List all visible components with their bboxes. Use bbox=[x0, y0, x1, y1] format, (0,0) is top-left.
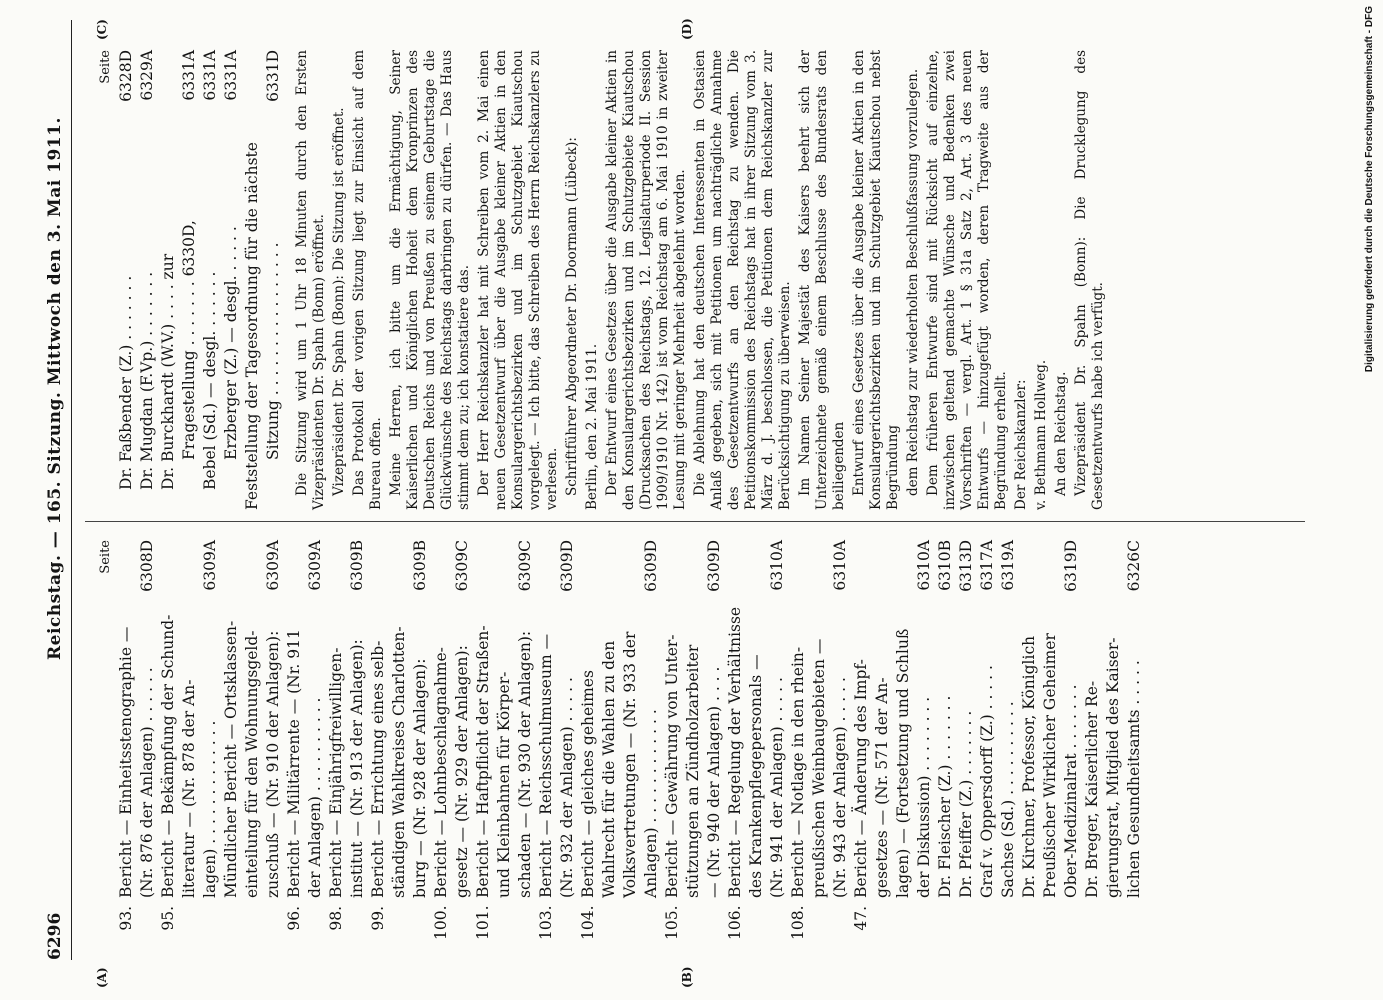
index-row bbox=[263, 540, 284, 940]
index-row bbox=[809, 540, 830, 940]
index-row bbox=[851, 540, 872, 940]
index-list bbox=[116, 540, 1145, 940]
index-row bbox=[221, 50, 242, 510]
index-row bbox=[599, 540, 620, 940]
index-row bbox=[746, 540, 767, 940]
item-text: Volksvertretungen — (Nr. 933 der bbox=[621, 631, 639, 898]
index-row bbox=[179, 540, 200, 940]
page-reference: 6310A bbox=[831, 540, 849, 591]
dfg-watermark bbox=[1361, 6, 1379, 998]
item-text: lagen) . . . . . . . . . . . . . bbox=[201, 720, 219, 898]
index-row bbox=[179, 50, 200, 510]
page-reference: 6329A bbox=[138, 50, 156, 101]
column-divider bbox=[85, 521, 1305, 522]
item-text: ständigen Wahlkreises Charlotten- bbox=[390, 626, 408, 898]
page-reference: 6313D bbox=[957, 540, 975, 592]
index-row bbox=[578, 540, 599, 940]
index-row bbox=[557, 540, 578, 940]
index-row bbox=[368, 540, 389, 940]
item-text: Wahlrecht für die Wahlen zu den bbox=[600, 640, 618, 898]
index-row bbox=[1040, 540, 1061, 940]
index-row bbox=[641, 540, 662, 940]
item-number: 98. bbox=[327, 906, 345, 931]
item-text: Dr. Pfeiffer (Z.) . . . . . . . bbox=[957, 710, 975, 898]
index-row bbox=[221, 540, 242, 940]
item-text: Bericht — Einjährigfreiwilligen- bbox=[327, 647, 345, 898]
index-row bbox=[410, 540, 431, 940]
index-row bbox=[1082, 540, 1103, 940]
index-row bbox=[347, 540, 368, 940]
index-row bbox=[284, 540, 305, 940]
index-row bbox=[305, 540, 326, 940]
page-reference: 6326C bbox=[1125, 540, 1143, 592]
item-number: 104. bbox=[579, 905, 597, 940]
index-row bbox=[872, 540, 893, 940]
item-text: Bericht — gleiches geheimes bbox=[579, 670, 597, 898]
page-reference: 6309B bbox=[348, 540, 366, 591]
index-row bbox=[515, 540, 536, 940]
item-text: Anlagen) . . . . . . . . . . . . bbox=[642, 709, 660, 898]
page-reference: 6309A bbox=[306, 540, 324, 591]
item-text: stützungen an Zündholzarbeiter bbox=[684, 644, 702, 898]
item-text: Sitzung . . . . . . . . . . . . . . . . bbox=[264, 242, 282, 460]
paragraph: Im Namen Seiner Majestät des Kaisers beehrt sich der Unterzeichnete gemäß einem Beschlusse des Bundesrats den beiliegenden bbox=[797, 50, 847, 510]
index-row bbox=[137, 50, 158, 510]
page-reference: 6308D bbox=[138, 540, 156, 592]
item-text: lichen Gesundheitsamts . . . . . bbox=[1125, 660, 1143, 898]
index-row bbox=[1103, 540, 1124, 940]
index-row bbox=[683, 540, 704, 940]
item-text: einteilung für den Wohnungsgeld- bbox=[243, 630, 261, 898]
page-header bbox=[45, 40, 75, 960]
index-row bbox=[242, 50, 263, 510]
paragraph: Entwurf eines Gesetzes über die Ausgabe kleiner Aktien in den Konsulargerichtsbezirken und im Schutzgebiet Kiautschou nebst Begründung bbox=[851, 50, 901, 510]
index-row bbox=[725, 540, 746, 940]
item-text: Erzberger (Z.) — desgl. . . . . . bbox=[222, 226, 240, 460]
item-text: Bericht — Einheitsstenographie — bbox=[117, 626, 135, 898]
item-text: zuschuß — (Nr. 910 der Anlagen): bbox=[264, 630, 282, 898]
item-text: gesetzes — (Nr. 571 der An- bbox=[873, 677, 891, 898]
index-row bbox=[956, 540, 977, 940]
item-text: schaden — (Nr. 930 der Anlagen): bbox=[516, 630, 534, 898]
item-text: burg — (Nr. 928 der Anlagen): bbox=[411, 658, 429, 898]
paragraph: Dem früheren Entwurfe sind mit Rücksicht auf einzelne, inzwischen geltend gemachte Wünsche und Bedenken zwei Vorschriften — vergl. Art. 1 § 31a Satz 2, Art. 3 des neuen Entwurfs — hinzugefügt worden, deren Tragweite aus der Begründung erhellt. bbox=[925, 50, 1009, 510]
item-text: Dr. Burckhardt (W.V.) . . . . zur bbox=[159, 253, 177, 490]
index-row bbox=[452, 540, 473, 940]
page-reference: 6331A bbox=[201, 50, 219, 101]
item-text: der Anlagen) . . . . . . . . . . bbox=[306, 697, 324, 898]
header-rule bbox=[71, 20, 72, 960]
paragraph: dem Reichstag zur wiederholten Beschlußfassung vorzulegen. bbox=[905, 68, 921, 496]
item-text: (Nr. 876 der Anlagen) . . . . . . bbox=[138, 667, 156, 898]
index-row bbox=[431, 540, 452, 940]
item-text: Bericht — Regelung der Verhältnisse bbox=[726, 606, 744, 898]
index-row bbox=[1061, 540, 1082, 940]
item-text: Graf v. Oppersdorff (Z.) . . . . . bbox=[978, 665, 996, 898]
index-row bbox=[116, 50, 137, 510]
index-row bbox=[137, 540, 158, 940]
item-text: (Nr. 932 der Anlagen) . . . . . bbox=[558, 677, 576, 898]
page-reference: 6309A bbox=[201, 540, 219, 591]
paragraph: Schriftführer Abgeordneter Dr. Doormann (Lübeck): bbox=[564, 137, 580, 496]
page-reference: 6319D bbox=[1062, 540, 1080, 592]
index-row bbox=[494, 540, 515, 940]
paragraph: Das Protokoll der vorigen Sitzung liegt zur Einsicht auf dem Bureau offen. bbox=[351, 50, 384, 510]
item-text: Bericht — Errichtung eines selb- bbox=[369, 640, 387, 898]
page-reference: 6331A bbox=[180, 50, 198, 101]
paragraph: Der Reichskanzler: bbox=[1013, 379, 1029, 510]
index-row bbox=[998, 540, 1019, 940]
item-number: 96. bbox=[285, 906, 303, 931]
index-row bbox=[1124, 540, 1145, 940]
paragraph: v. Bethmann Hollweg. bbox=[1033, 359, 1049, 510]
paragraph: Vizepräsident Dr. Spahn (Bonn): Die Sitzung ist eröffnet. bbox=[331, 107, 347, 496]
item-text: Ober-Medizinalrat . . . . . . . bbox=[1062, 684, 1080, 898]
index-row bbox=[1019, 540, 1040, 940]
item-number: 105. bbox=[663, 905, 681, 940]
index-row bbox=[977, 540, 998, 940]
item-text: Bericht — Gewährung von Unter- bbox=[663, 634, 681, 898]
item-text: Dr. Fleischer (Z.) . . . . . . . bbox=[936, 695, 954, 898]
page-reference: 6319A bbox=[999, 540, 1017, 591]
item-text: (Nr. 943 der Anlagen) . . . . . bbox=[831, 677, 849, 898]
page-reference: 6309D bbox=[558, 540, 576, 592]
item-number: 108. bbox=[789, 905, 807, 940]
index-list bbox=[116, 50, 284, 510]
page-reference: 6309C bbox=[453, 540, 471, 592]
index-row bbox=[788, 540, 809, 940]
page-reference: 6309A bbox=[264, 540, 282, 591]
item-text: (Nr. 941 der Anlagen) . . . . . bbox=[768, 677, 786, 898]
page-reference: 6309D bbox=[705, 540, 723, 592]
paragraph: Die Sitzung wird um 1 Uhr 18 Minuten durch den Ersten Vizepräsidenten Dr. Spahn (Bonn) eröffnet. bbox=[294, 50, 327, 510]
margin-mark-b: (B) bbox=[680, 966, 694, 988]
item-text: Sachse (Sd.) . . . . . . . . . . bbox=[999, 701, 1017, 898]
page-number: 6296 bbox=[45, 912, 65, 960]
index-row bbox=[914, 540, 935, 940]
item-text: preußischen Weinbaugebieten — bbox=[810, 638, 828, 898]
item-text: gierungsrat, Mitglied des Kaiser- bbox=[1104, 637, 1122, 898]
dfg-watermark-text: Digitalisierung gefördert durch die Deutsche Forschungsgemeinschaft - DFG bbox=[1364, 6, 1375, 373]
index-row bbox=[263, 50, 284, 510]
index-row bbox=[893, 540, 914, 940]
index-row bbox=[326, 540, 347, 940]
seite-label: Seite bbox=[98, 540, 113, 574]
item-text: der Diskussion) . . . . . . . . bbox=[915, 696, 933, 898]
item-number: 93. bbox=[117, 906, 135, 931]
seite-label: Seite bbox=[98, 50, 113, 84]
item-number: 95. bbox=[159, 906, 177, 931]
page-reference: 6317A bbox=[978, 540, 996, 591]
item-text: Dr. Mugdan (F.Vp.) . . . . . . . bbox=[138, 271, 156, 490]
item-text: Dr. Breger, Kaiserlicher Re- bbox=[1083, 680, 1101, 898]
item-text: Bericht — Militärrente — (Nr. 911 bbox=[285, 629, 303, 898]
item-text: Feststellung der Tagesordnung für die nächste bbox=[243, 142, 261, 510]
page-reference: 6328D bbox=[117, 50, 135, 102]
index-row bbox=[620, 540, 641, 940]
item-text: Mündlicher Bericht — Ortsklassen- bbox=[222, 620, 240, 898]
paragraph: Berlin, den 2. Mai 1911. bbox=[584, 343, 600, 510]
index-row bbox=[158, 50, 179, 510]
item-text: und Kleinbahnen für Körper- bbox=[495, 671, 513, 898]
item-number: 100. bbox=[432, 905, 450, 940]
page-reference: 6331D bbox=[264, 50, 282, 102]
margin-mark-c: (C) bbox=[95, 19, 109, 40]
index-row bbox=[389, 540, 410, 940]
left-column bbox=[95, 540, 1145, 940]
item-text: Bericht — Reichsschulmuseum — bbox=[537, 633, 555, 898]
index-row bbox=[662, 540, 683, 940]
item-text: Fragestellung . . . . . . . 6330D, bbox=[180, 220, 198, 460]
item-text: institut — (Nr. 913 der Anlagen): bbox=[348, 639, 366, 898]
index-row bbox=[473, 540, 494, 940]
item-number: 103. bbox=[537, 905, 555, 940]
page-reference: 6309B bbox=[411, 540, 429, 591]
index-row bbox=[158, 540, 179, 940]
page-reference: 6331A bbox=[222, 50, 240, 101]
index-row bbox=[200, 540, 221, 940]
item-text: Dr. Kirchner, Professor, Königlich bbox=[1020, 635, 1038, 898]
index-row bbox=[935, 540, 956, 940]
page-reference: 6310A bbox=[768, 540, 786, 591]
paragraph: Die Ablehnung hat den deutschen Interessenten in Ostasien Anlaß gegeben, sich mit Petitionen um nachträgliche Annahme des Gesetzentwurfs an den Reichstag zu wenden. Die Petitionskommission des Reichstags hat in ihrer Sitzung vom 3. März d. J. beschlossen, die Petitionen dem Reichskanzler zur Berücksichtigung zu überweisen. bbox=[692, 50, 793, 510]
item-text: Dr. Faßbender (Z.) . . . . . . . bbox=[117, 275, 135, 490]
item-number: 47. bbox=[852, 906, 870, 931]
index-row bbox=[116, 540, 137, 940]
index-row bbox=[242, 540, 263, 940]
item-text: Bericht — Bekämpfung der Schund- bbox=[159, 614, 177, 898]
item-text: Preußischer Wirklicher Geheimer bbox=[1041, 633, 1059, 898]
index-row bbox=[830, 540, 851, 940]
item-text: — (Nr. 940 der Anlagen) . . . . bbox=[705, 666, 723, 898]
minutes-text bbox=[294, 50, 1107, 510]
item-number: 106. bbox=[726, 905, 744, 940]
item-text: Bericht — Notlage in den rhein- bbox=[789, 646, 807, 898]
page-title: Reichstag. — 165. Sitzung. Mittwoch den 3. Mai 1911. bbox=[45, 117, 65, 660]
page-reference: 6310A bbox=[915, 540, 933, 591]
item-text: Bebel (Sd.) — desgl. . . . . . . bbox=[201, 271, 219, 490]
item-number: 99. bbox=[369, 906, 387, 931]
paragraph: Meine Herren, ich bitte um die Ermächtigung, Seiner Kaiserlichen und Königlichen Hoheit dem Kronprinzen des Deutschen Reichs und von Preußen zu seinem Geburtstage die Glückwünsche des Reichstags darbringen zu dürfen. — Das Haus stimmt dem zu; ich konstatiere das. bbox=[388, 50, 472, 510]
paragraph: Der Herr Reichskanzler hat mit Schreiben vom 2. Mai einen neuen Gesetzentwurf über die Ausgabe kleiner Aktien in den Konsulargerichtsbezirken und im Schutzgebiet Kiautschou vorgelegt. — Ich bitte, das Schreiben des Herrn Reichskanzlers zu verlesen. bbox=[476, 50, 560, 510]
index-row bbox=[536, 540, 557, 940]
item-text: lagen) — (Fortsetzung und Schluß bbox=[894, 628, 912, 898]
item-text: gesetz — (Nr. 929 der Anlagen): bbox=[453, 645, 471, 898]
margin-mark-a: (A) bbox=[95, 967, 109, 988]
item-text: Bericht — Lohnbeschlagnahme- bbox=[432, 647, 450, 898]
paragraph: An den Reichstag. bbox=[1053, 371, 1069, 496]
item-text: Bericht — Änderung des Impf- bbox=[852, 659, 870, 898]
page-reference: 6309C bbox=[516, 540, 534, 592]
paragraph: Der Entwurf eines Gesetzes über die Ausgabe kleiner Aktien in den Konsulargerichtsbezirken und im Schutzgebiete Kiautschou (Drucksachen des Reichstags, 12. Legislaturperiode II. Session 1909/1910 Nr. 142) ist vom Reichstag am 6. Mai 1910 in zweiter Lesung mit geringer Mehrheit abgelehnt worden. bbox=[604, 50, 688, 510]
index-row bbox=[704, 540, 725, 940]
right-column bbox=[95, 50, 1110, 510]
item-text: Bericht — Haftpflicht der Straßen- bbox=[474, 625, 492, 898]
item-number: 101. bbox=[474, 905, 492, 940]
item-text: literatur — (Nr. 878 der An- bbox=[180, 679, 198, 898]
item-text: des Krankenpflegepersonals — bbox=[747, 654, 765, 898]
index-row bbox=[200, 50, 221, 510]
page-reference: 6309D bbox=[642, 540, 660, 592]
index-row bbox=[767, 540, 788, 940]
page-reference: 6310B bbox=[936, 540, 954, 591]
margin-mark-d: (D) bbox=[680, 18, 694, 40]
paragraph: Vizepräsident Dr. Spahn (Bonn): Die Drucklegung des Gesetzentwurfs habe ich verfügt. bbox=[1073, 50, 1106, 510]
